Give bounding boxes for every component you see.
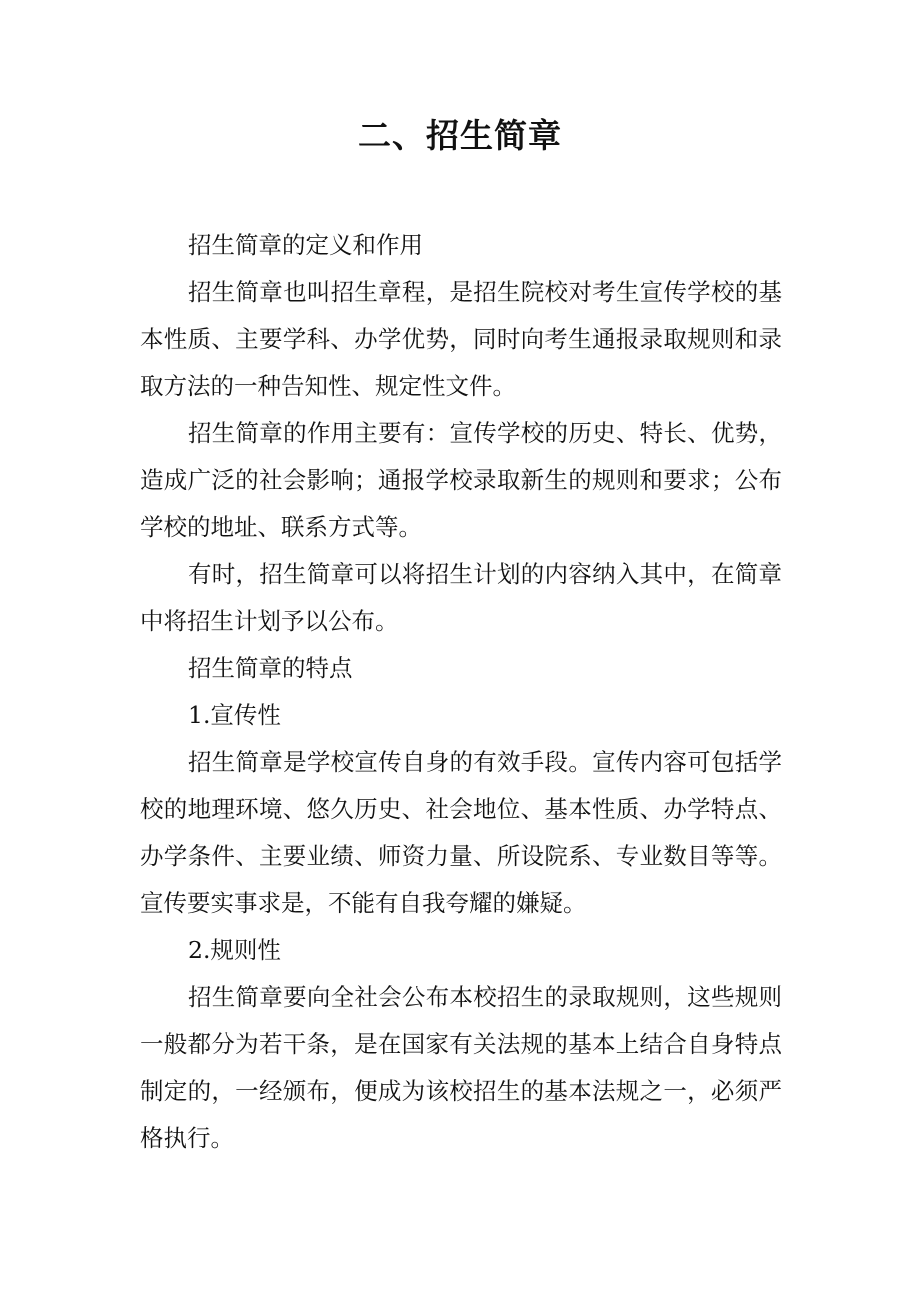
paragraph-promotional: 招生简章是学校宣传自身的有效手段。宣传内容可包括学校的地理环境、悠久历史、社会地位、基本性质、办学特点、办学条件、主要业绩、师资力量、所设院系、专业数目等等。宣传要实事求是，不能有自我夸耀的嫌疑。 — [140, 748, 782, 917]
document-body — [140, 222, 782, 1162]
section-heading-features: 招生简章的特点 — [188, 654, 353, 682]
paragraph-definition: 招生简章也叫招生章程，是招生院校对考生宣传学校的基本性质、主要学科、办学优势，同时向考生通报录取规则和录取方法的一种告知性、规定性文件。 — [140, 278, 782, 400]
paragraph-enrollment-plan: 有时，招生简章可以将招生计划的内容纳入其中，在简章中将招生计划予以公布。 — [140, 560, 782, 635]
paragraph-functions: 招生简章的作用主要有：宣传学校的历史、特长、优势，造成广泛的社会影响；通报学校录取新生的规则和要求；公布学校的地址、联系方式等。 — [140, 419, 782, 541]
feature-heading-regulatory: 2.规则性 — [188, 936, 281, 964]
section-heading-definition: 招生简章的定义和作用 — [188, 231, 423, 259]
page-title: 二、招生简章 — [358, 116, 562, 155]
feature-heading-promotional: 1.宣传性 — [188, 701, 281, 729]
paragraph-regulatory: 招生简章要向全社会公布本校招生的录取规则，这些规则一般都分为若干条，是在国家有关法规的基本上结合自身特点制定的，一经颁布，便成为该校招生的基本法规之一，必须严格执行。 — [140, 983, 782, 1152]
